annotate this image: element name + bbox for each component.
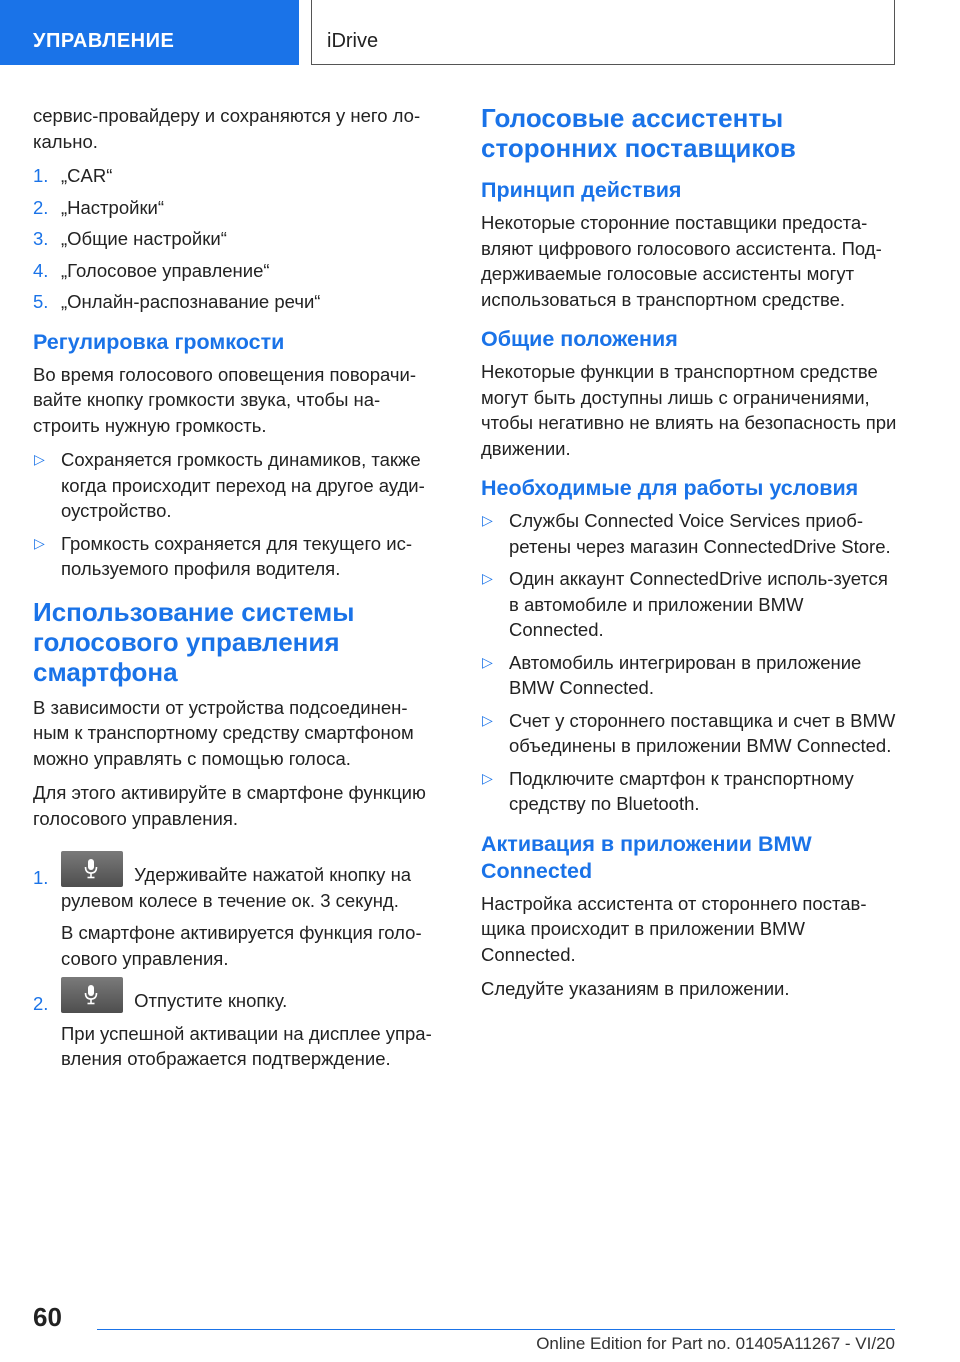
microphone-icon bbox=[84, 984, 98, 1006]
triangle-right-icon: ▷ bbox=[482, 653, 493, 670]
chapter-tab bbox=[311, 0, 895, 65]
smartphone-heading: Использование системы голосового управления смартфона bbox=[33, 596, 355, 687]
smartphone-text-1: В зависимости от устройства подсоединен-ным к транспортному средству смартфоном можно управлять с помощью голоса. bbox=[33, 696, 414, 769]
activation-heading: Активация в приложении BMW Connected bbox=[481, 831, 812, 883]
list-item: 3. „Общие настройки“ bbox=[33, 226, 443, 252]
step-number: 4. bbox=[33, 259, 49, 281]
menu-steps bbox=[33, 163, 443, 315]
triangle-right-icon: ▷ bbox=[482, 769, 493, 786]
smartphone-steps bbox=[33, 851, 443, 1072]
triangle-right-icon: ▷ bbox=[482, 570, 493, 586]
activation-text-1: Настройка ассистента от стороннего постав-щика происходит в приложении BMW Connected. bbox=[481, 892, 867, 965]
triangle-right-icon: ▷ bbox=[482, 711, 493, 728]
edition-footer: Online Edition for Part no. 01405A11267 - VI/20 bbox=[536, 1334, 895, 1353]
footer-divider bbox=[97, 1329, 895, 1330]
right-column bbox=[481, 103, 899, 1011]
triangle-right-icon: ▷ bbox=[34, 534, 45, 551]
page-number: 60 bbox=[33, 1302, 62, 1332]
list-item: 2. Отпустите кнопку. При успешной активации на дисплее упра-вления отображается подтверждение. bbox=[33, 977, 443, 1072]
list-item: 1. „CAR“ bbox=[33, 163, 443, 189]
conditions-bullets bbox=[481, 508, 899, 817]
list-item: 2. „Настройки“ bbox=[33, 195, 443, 221]
third-party-heading: Голосовые ассистенты сторонних поставщиков bbox=[481, 103, 796, 163]
list-item: ▷ Службы Connected Voice Services приоб-ретены через магазин ConnectedDrive Store. bbox=[482, 510, 891, 557]
triangle-right-icon: ▷ bbox=[482, 512, 493, 528]
step-result: В смартфоне активируется функция голо-сового управления. bbox=[61, 922, 422, 969]
list-item: ▷ Автомобиль интегрирован в приложение BMW Connected. bbox=[482, 651, 862, 698]
section-title: УПРАВЛЕНИЕ bbox=[33, 30, 175, 52]
microphone-button-image bbox=[61, 977, 123, 1013]
general-text: Некоторые функции в транспортном средстве могут быть доступны лишь с ограничениями, чтобы негативно не влиять на безопасность при движении. bbox=[481, 361, 897, 459]
list-item: ▷ Громкость сохраняется для текущего ис-пользуемого профиля водителя. bbox=[34, 532, 412, 579]
volume-heading: Регулировка громкости bbox=[33, 329, 285, 354]
volume-bullets bbox=[33, 447, 443, 582]
step-number: 2. bbox=[33, 993, 49, 1014]
activation-text-2: Следуйте указаниям в приложении. bbox=[481, 978, 790, 999]
list-item: ▷ Подключите смартфон к транспортному средству по Bluetooth. bbox=[482, 767, 854, 814]
conditions-heading: Необходимые для работы условия bbox=[481, 476, 859, 500]
microphone-icon bbox=[84, 858, 98, 880]
list-item: ▷ Счет у стороннего поставщика и счет в BMW объединены в приложении BMW Connected. bbox=[482, 709, 896, 756]
step-result: При успешной активации на дисплее упра-вления отображается подтверждение. bbox=[61, 1022, 432, 1069]
smartphone-text-2: Для этого активируйте в смартфоне функцию голосового управления. bbox=[33, 782, 426, 829]
triangle-right-icon: ▷ bbox=[34, 451, 45, 467]
microphone-button-image bbox=[61, 851, 123, 887]
volume-text: Во время голосового оповещения поворачи-вайте кнопку громкости звука, чтобы на-строить нужную громкость. bbox=[33, 363, 417, 436]
list-item: ▷ Один аккаунт ConnectedDrive исполь-зуется в автомобиле и приложении BMW Connected. bbox=[482, 568, 888, 640]
step-number: 1. bbox=[33, 165, 49, 186]
chapter-title: iDrive bbox=[327, 30, 379, 52]
intro-text: сервис-провайдеру и сохраняются у него ло-кально. bbox=[33, 105, 421, 152]
left-column bbox=[33, 103, 443, 1080]
list-item: ▷ Сохраняется громкость динамиков, также когда происходит переход на другое ауди-оустройство. bbox=[34, 449, 425, 521]
step-number: 2. bbox=[33, 196, 49, 218]
general-heading: Общие положения bbox=[481, 327, 678, 351]
step-number: 5. bbox=[33, 291, 49, 312]
list-item: 1. Удерживайте нажатой кнопку на рулевом колесе в течение ок. 3 секунд. В смартфоне активируется функция голо-сового управления. bbox=[33, 851, 443, 971]
list-item: 4. „Голосовое управление“ bbox=[33, 258, 443, 284]
section-tab bbox=[0, 0, 299, 65]
step-number: 3. bbox=[33, 228, 49, 249]
step-number: 1. bbox=[33, 867, 49, 888]
principle-text: Некоторые сторонние поставщики предоста-вляют цифрового голосового ассистента. Под-держиваемые голосовые ассистенты могут использоваться в транспортном средстве. bbox=[481, 212, 882, 310]
list-item: 5. „Онлайн-распознавание речи“ bbox=[33, 289, 443, 315]
principle-heading: Принцип действия bbox=[481, 178, 682, 202]
